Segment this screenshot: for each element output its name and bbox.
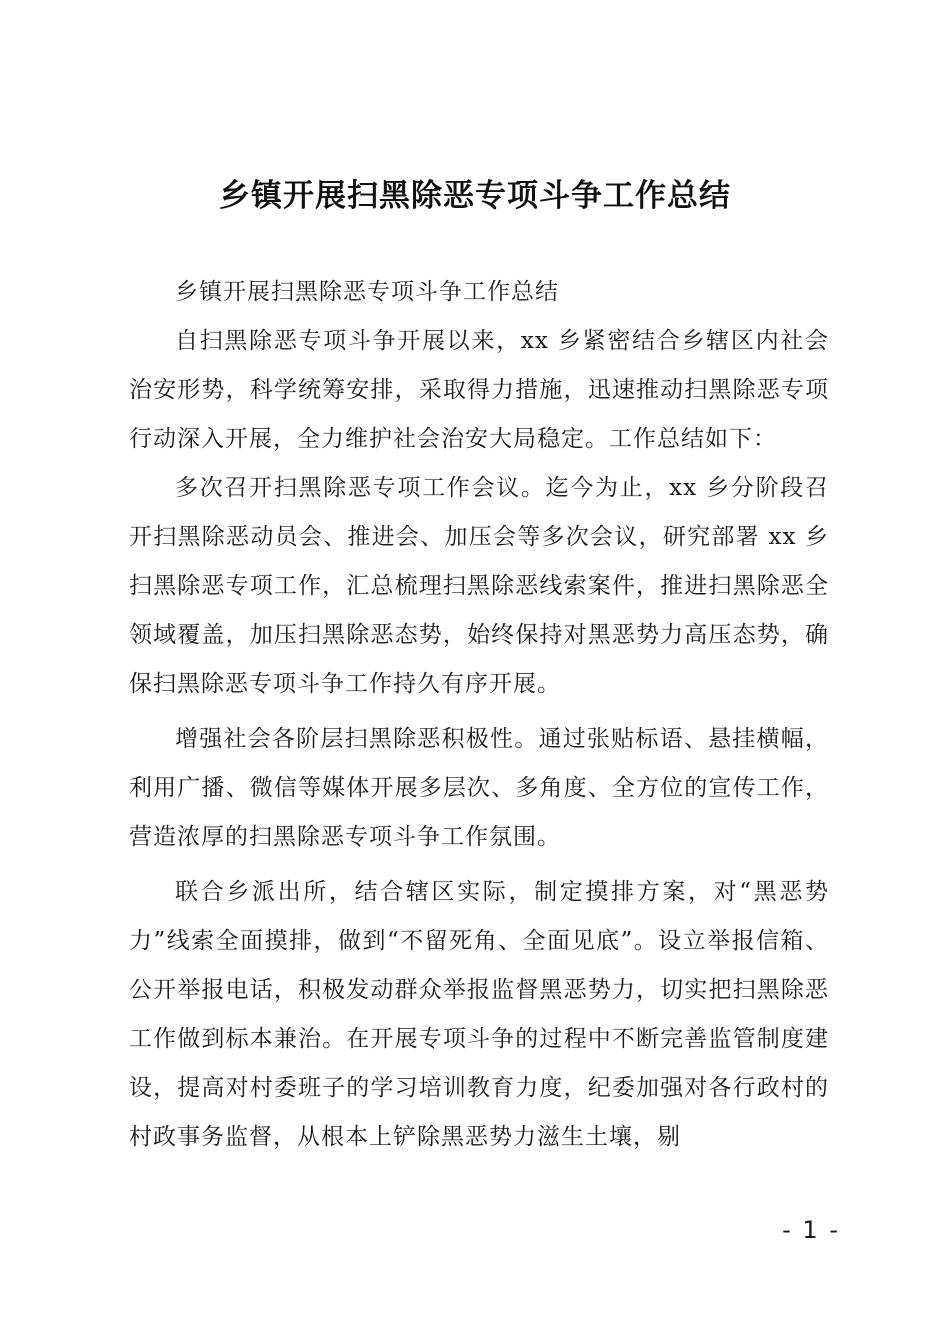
paragraph-subtitle: 乡镇开展扫黑除恶专项斗争工作总结 xyxy=(175,279,559,305)
paragraph-publicity: 增强社会各阶层扫黑除恶积极性。通过张贴标语、悬挂横幅，利用广播、微信等媒体开展多层次、多角度、全方位的宣传工作，营造浓厚的扫黑除恶专项斗争工作氛围。 xyxy=(129,726,829,850)
paragraph-meetings: 多次召开扫黑除恶专项工作会议。迄今为止，xx 乡分阶段召开扫黑除恶动员会、推进会、加压会等多次会议，研究部署 xx 乡扫黑除恶专项工作，汇总梳理扫黑除恶线索案件，推进扫黑除恶全领域覆盖，加压扫黑除恶态势，始终保持对黑恶势力高压态势，确保扫黑除恶专项斗争工作持久有序开展。 xyxy=(129,475,829,697)
document-title: 乡镇开展扫黑除恶专项斗争工作总结 xyxy=(219,178,731,214)
paragraph-intro: 自扫黑除恶专项斗争开展以来，xx 乡紧密结合乡辖区内社会治安形势，科学统筹安排，采取得力措施，迅速推动扫黑除恶专项行动深入开展，全力维护社会治安大局稳定。工作总结如下： xyxy=(129,328,829,452)
document-body xyxy=(129,268,829,1162)
paragraph-investigation: 联合乡派出所，结合辖区实际，制定摸排方案，对“黑恶势力”线索全面摸排，做到“不留死角、全面见底”。设立举报信箱、公开举报电话，积极发动群众举报监督黑恶势力，切实把扫黑除恶工作做到标本兼治。在开展专项斗争的过程中不断完善监管制度建设，提高对村委班子的学习培训教育力度，纪委加强对各行政村的村政事务监督，从根本上铲除黑恶势力滋生土壤，剔 xyxy=(129,879,829,1150)
page-number: - 1 - xyxy=(782,1216,840,1244)
